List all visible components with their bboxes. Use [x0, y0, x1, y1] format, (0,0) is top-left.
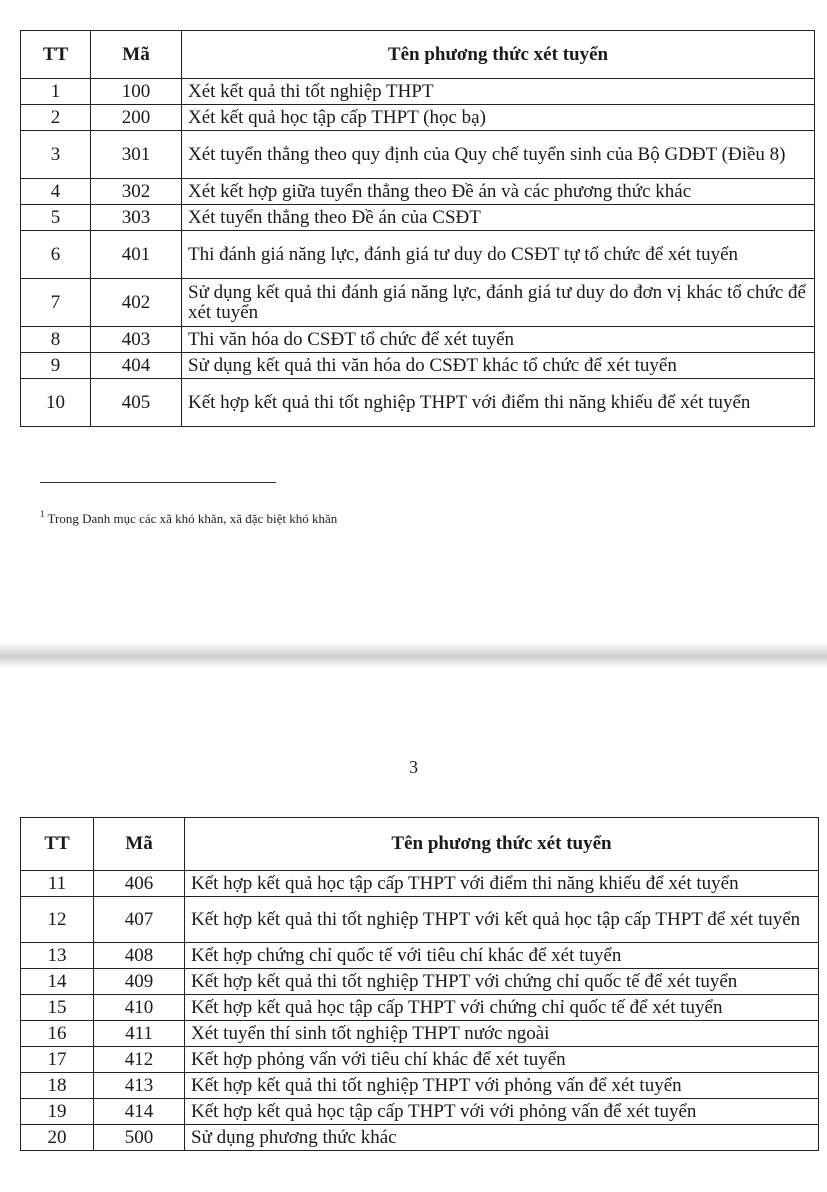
cell-ma: 404	[91, 353, 182, 379]
cell-ma: 401	[91, 231, 182, 279]
cell-name: Xét kết quả học tập cấp THPT (học bạ)	[182, 105, 815, 131]
cell-ma: 100	[91, 79, 182, 105]
cell-tt: 18	[21, 1073, 94, 1099]
cell-ma: 303	[91, 205, 182, 231]
cell-name: Kết hợp kết quả học tập cấp THPT với điểm thi năng khiếu để xét tuyển	[185, 871, 819, 897]
table-row	[21, 1021, 819, 1047]
table-row	[21, 897, 819, 943]
footnote-mark: 1	[40, 509, 45, 519]
cell-name: Xét kết quả thi tốt nghiệp THPT	[182, 79, 815, 105]
cell-name: Thi đánh giá năng lực, đánh giá tư duy do CSĐT tự tổ chức để xét tuyển	[182, 231, 815, 279]
cell-tt: 17	[21, 1047, 94, 1073]
cell-name: Xét tuyển thẳng theo Đề án của CSĐT	[182, 205, 815, 231]
cell-tt: 5	[21, 205, 91, 231]
cell-name: Sử dụng kết quả thi văn hóa do CSĐT khác tổ chức để xét tuyển	[182, 353, 815, 379]
cell-tt: 6	[21, 231, 91, 279]
footnote-divider	[40, 482, 276, 483]
cell-name: Thi văn hóa do CSĐT tổ chức để xét tuyển	[182, 327, 815, 353]
cell-tt: 2	[21, 105, 91, 131]
table-row	[21, 943, 819, 969]
cell-tt: 8	[21, 327, 91, 353]
table-row	[21, 179, 815, 205]
table-row	[21, 1047, 819, 1073]
cell-ma: 413	[94, 1073, 185, 1099]
page-break	[0, 642, 827, 668]
cell-ma: 402	[91, 279, 182, 327]
table-row	[21, 1099, 819, 1125]
cell-ma: 403	[91, 327, 182, 353]
table-row	[21, 105, 815, 131]
cell-name: Kết hợp kết quả học tập cấp THPT với chứng chỉ quốc tế để xét tuyển	[185, 995, 819, 1021]
cell-ma: 302	[91, 179, 182, 205]
cell-name: Kết hợp chứng chỉ quốc tế với tiêu chí khác để xét tuyển	[185, 943, 819, 969]
cell-tt: 13	[21, 943, 94, 969]
cell-ma: 500	[94, 1125, 185, 1151]
table-row	[21, 327, 815, 353]
admission-methods-table-1	[20, 30, 815, 427]
cell-name: Kết hợp kết quả thi tốt nghiệp THPT với phỏng vấn để xét tuyển	[185, 1073, 819, 1099]
table-row	[21, 205, 815, 231]
header-name: Tên phương thức xét tuyển	[185, 818, 819, 871]
header-ma: Mã	[91, 31, 182, 79]
table-row	[21, 995, 819, 1021]
cell-tt: 3	[21, 131, 91, 179]
cell-ma: 407	[94, 897, 185, 943]
header-ma: Mã	[94, 818, 185, 871]
cell-tt: 4	[21, 179, 91, 205]
cell-tt: 16	[21, 1021, 94, 1047]
cell-tt: 1	[21, 79, 91, 105]
table-row	[21, 379, 815, 427]
admission-methods-table-2	[20, 817, 819, 1151]
table-header-row	[21, 31, 815, 79]
table-row	[21, 1125, 819, 1151]
cell-tt: 7	[21, 279, 91, 327]
table-header-row	[21, 818, 819, 871]
cell-name: Xét tuyển thẳng theo quy định của Quy chế tuyển sinh của Bộ GDĐT (Điều 8)	[182, 131, 815, 179]
cell-ma: 301	[91, 131, 182, 179]
cell-ma: 412	[94, 1047, 185, 1073]
table-row	[21, 279, 815, 327]
cell-ma: 406	[94, 871, 185, 897]
cell-name: Sử dụng phương thức khác	[185, 1125, 819, 1151]
footnote	[40, 511, 337, 527]
cell-tt: 14	[21, 969, 94, 995]
cell-name: Kết hợp phỏng vấn với tiêu chí khác để xét tuyển	[185, 1047, 819, 1073]
header-tt: TT	[21, 818, 94, 871]
cell-name: Kết hợp kết quả thi tốt nghiệp THPT với kết quả học tập cấp THPT để xét tuyển	[185, 897, 819, 943]
table-row	[21, 131, 815, 179]
cell-name: Kết hợp kết quả thi tốt nghiệp THPT với chứng chỉ quốc tế để xét tuyển	[185, 969, 819, 995]
cell-tt: 9	[21, 353, 91, 379]
table-row	[21, 79, 815, 105]
cell-ma: 200	[91, 105, 182, 131]
cell-name: Kết hợp kết quả thi tốt nghiệp THPT với điểm thi năng khiếu để xét tuyển	[182, 379, 815, 427]
table-row	[21, 871, 819, 897]
cell-tt: 20	[21, 1125, 94, 1151]
header-tt: TT	[21, 31, 91, 79]
cell-ma: 409	[94, 969, 185, 995]
cell-ma: 414	[94, 1099, 185, 1125]
cell-ma: 410	[94, 995, 185, 1021]
table-row	[21, 353, 815, 379]
cell-name: Xét tuyển thí sinh tốt nghiệp THPT nước ngoài	[185, 1021, 819, 1047]
cell-tt: 15	[21, 995, 94, 1021]
cell-name: Sử dụng kết quả thi đánh giá năng lực, đánh giá tư duy do đơn vị khác tổ chức để xét tuyển	[182, 279, 815, 327]
cell-name: Xét kết hợp giữa tuyển thẳng theo Đề án và các phương thức khác	[182, 179, 815, 205]
cell-name: Kết hợp kết quả học tập cấp THPT với với phỏng vấn để xét tuyển	[185, 1099, 819, 1125]
header-name: Tên phương thức xét tuyển	[182, 31, 815, 79]
page-number: 3	[409, 757, 418, 777]
cell-ma: 408	[94, 943, 185, 969]
cell-tt: 12	[21, 897, 94, 943]
table-row	[21, 1073, 819, 1099]
footnote-text: Trong Danh mục các xã khó khăn, xã đặc biệt khó khăn	[47, 511, 338, 526]
cell-tt: 10	[21, 379, 91, 427]
table-row	[21, 969, 819, 995]
table-row	[21, 231, 815, 279]
cell-tt: 19	[21, 1099, 94, 1125]
cell-ma: 405	[91, 379, 182, 427]
cell-tt: 11	[21, 871, 94, 897]
cell-ma: 411	[94, 1021, 185, 1047]
